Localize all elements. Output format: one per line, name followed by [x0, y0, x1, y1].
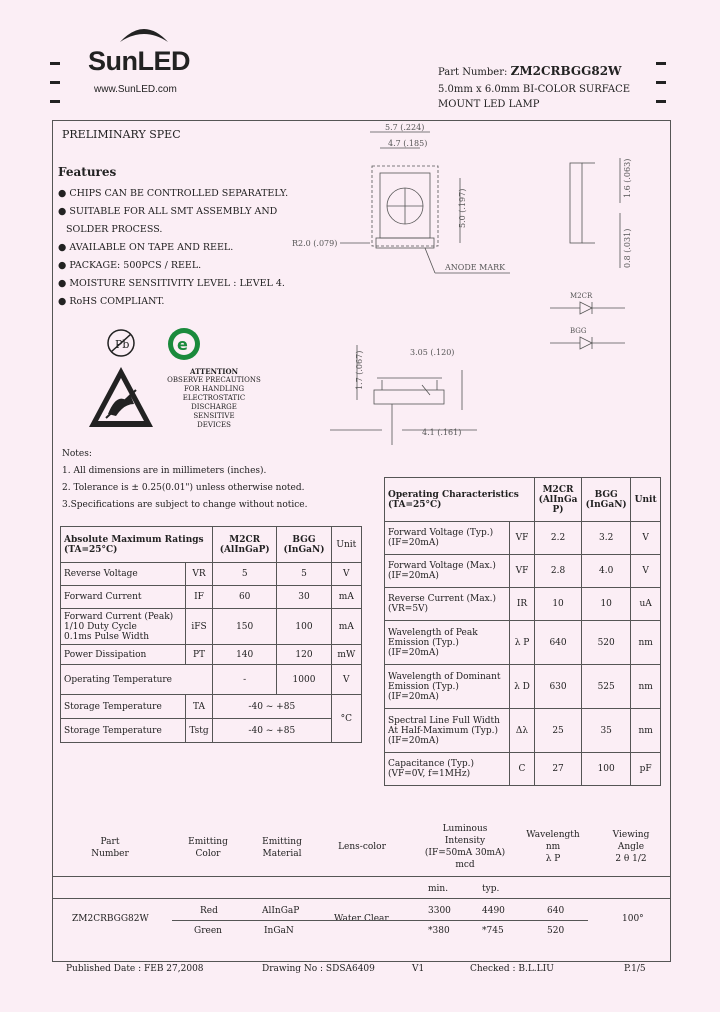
absolute-max-table: Absolute Maximum Ratings (TA=25°C) M2CR (AlInGaP) BGG (InGaN) Unit Reverse Voltage VR 5 5 V Forward Current IF 60 30 mA Forward Current (Peak) 1/10 Duty Cycle 0.1ms Pulse Width iFS 150 100 mA Power Dissipation PT 140 120 mW Operating Temperature - 1000 V Storage Temperature TA -40 ~ +85 °C Storage Temperature Tstg -40 ~ +85	[60, 526, 362, 743]
table-row: Reverse Voltage VR 5 5 V	[61, 563, 362, 586]
table-row: Wavelength of Peak Emission (Typ.) (IF=20mA) λ P 640 520 nm	[385, 621, 661, 665]
features-title: Features	[58, 165, 117, 179]
svg-text:Pb: Pb	[115, 338, 130, 351]
notes-title: Notes:	[62, 449, 92, 459]
features-list	[58, 185, 288, 311]
sel-typ-label: typ.	[482, 884, 500, 894]
brand-website: www.SunLED.com	[94, 84, 177, 95]
svg-text:BGG: BGG	[570, 327, 587, 335]
pb-free-icon	[106, 328, 136, 358]
description-line-2: MOUNT LED LAMP	[438, 99, 540, 110]
circuit-diagram-icon	[540, 288, 650, 358]
sel-part-number: ZM2CRBGG82W	[72, 914, 149, 924]
table-row: Forward Current IF 60 30 mA	[61, 586, 362, 609]
footer-drawing: Drawing No : SDSA6409	[262, 964, 375, 974]
table-row: Storage Temperature Tstg -40 ~ +85	[61, 719, 362, 743]
part-number-label: Part Number:	[438, 67, 508, 78]
sel-header-intensity: Luminous Intensity (IF=50mA 30mA) mcd	[424, 824, 506, 870]
table-row: Forward Voltage (Typ.) (IF=20mA) VF 2.2 3.2 V	[385, 522, 661, 555]
svg-text:1.6 (.063): 1.6 (.063)	[623, 158, 632, 198]
sun-arc-icon	[116, 22, 172, 44]
feature-item: SOLDER PROCESS.	[66, 224, 163, 235]
feature-item: ● MOISTURE SENSITIVITY LEVEL : LEVEL 4.	[58, 278, 285, 289]
svg-text:0.8 (.031): 0.8 (.031)	[623, 228, 632, 268]
note-item: 1. All dimensions are in millimeters (inches).	[62, 466, 267, 476]
sel-divider	[52, 898, 670, 899]
svg-text:5.7 (.224): 5.7 (.224)	[385, 123, 425, 132]
svg-text:1.7 (.067): 1.7 (.067)	[355, 350, 364, 390]
sel-header-part: Part Number	[91, 837, 129, 859]
sel-row-red-min: 3300	[428, 906, 451, 916]
table-row: Storage Temperature TA -40 ~ +85 °C	[61, 695, 362, 719]
svg-text:4.1 (.161): 4.1 (.161)	[422, 428, 462, 437]
spec-status: PRELIMINARY SPEC	[62, 128, 181, 141]
package-drawing-side	[322, 340, 492, 450]
feature-item: ● CHIPS CAN BE CONTROLLED SEPARATELY.	[58, 188, 289, 199]
table-row: Spectral Line Full Width At Half-Maximum (Typ.) (IF=20mA) Δλ 25 35 nm	[385, 709, 661, 753]
sel-header-angle: Viewing Angle 2 θ 1/2	[612, 830, 650, 864]
sel-row-red-material: AlInGaP	[262, 906, 300, 916]
svg-text:e: e	[177, 335, 188, 354]
feature-item: ● AVAILABLE ON TAPE AND REEL.	[58, 242, 234, 253]
sel-min-label: min.	[428, 884, 449, 894]
sel-row-red-wl: 640	[547, 906, 565, 916]
svg-text:M2CR: M2CR	[570, 292, 593, 300]
table-row: Forward Current (Peak) 1/10 Duty Cycle 0.1ms Pulse Width iFS 150 100 mA	[61, 609, 362, 645]
sel-header-color: Emitting Color	[188, 837, 228, 859]
footer-page: P.1/5	[624, 964, 646, 974]
part-number-value: ZM2CRBGG82W	[510, 64, 622, 78]
sel-header-wavelength: Wavelength nm λ P	[526, 830, 580, 864]
brand-mark-left	[50, 52, 62, 109]
rohs-e-icon	[166, 326, 202, 362]
sel-header-material: Emitting Material	[262, 837, 302, 859]
sel-divider	[52, 876, 670, 877]
svg-text:3.05 (.120): 3.05 (.120)	[410, 348, 455, 357]
feature-item: ● SUITABLE FOR ALL SMT ASSEMBLY AND	[58, 206, 278, 217]
sel-row-green-typ: *745	[482, 926, 504, 936]
svg-text:4.7 (.185): 4.7 (.185)	[388, 139, 428, 148]
brand-mark-right	[656, 52, 668, 109]
sel-row-red-typ: 4490	[482, 906, 505, 916]
feature-item: ● RoHS COMPLIANT.	[58, 296, 165, 307]
note-item: 2. Tolerance is ± 0.25(0.01") unless otherwise noted.	[62, 483, 305, 493]
table-row: Forward Voltage (Max.) (IF=20mA) VF 2.8 4.0 V	[385, 555, 661, 588]
sel-row-green-min: *380	[428, 926, 450, 936]
table-row: Reverse Current (Max.) (VR=5V) IR 10 10 uA	[385, 588, 661, 621]
sel-row-red-color: Red	[200, 906, 218, 916]
sel-row-green-material: InGaN	[264, 926, 294, 936]
description-line-1: 5.0mm x 6.0mm BI-COLOR SURFACE	[438, 84, 631, 95]
footer-checked: Checked : B.L.LIU	[470, 964, 554, 974]
footer-published: Published Date : FEB 27,2008	[66, 964, 204, 974]
note-item: 3.Specifications are subject to change without notice.	[62, 500, 308, 510]
svg-text:R2.0 (.079): R2.0 (.079)	[292, 239, 338, 248]
footer-version: V1	[412, 964, 425, 974]
sel-row-divider	[172, 920, 588, 921]
sel-row-green-wl: 520	[547, 926, 565, 936]
notes-block	[62, 446, 308, 514]
svg-text:ANODE MARK: ANODE MARK	[445, 263, 506, 272]
sel-header-lens: Lens-color	[338, 842, 386, 852]
attention-label: ATTENTION OBSERVE PRECAUTIONS FOR HANDLING ELECTROSTATIC DISCHARGE SENSITIVE DEVICES	[167, 367, 261, 429]
table-row: Capacitance (Typ.) (VF=0V, f=1MHz) C 27 100 pF	[385, 753, 661, 786]
feature-item: ● PACKAGE: 500PCS / REEL.	[58, 260, 202, 271]
table-row: Operating Temperature - 1000 V	[61, 665, 362, 695]
svg-text:5.0 (.197): 5.0 (.197)	[458, 188, 467, 228]
part-number-header	[438, 64, 622, 78]
esd-warning-icon	[86, 364, 156, 430]
sel-row-green-color: Green	[194, 926, 222, 936]
package-drawing-top	[280, 118, 660, 288]
table-row: Power Dissipation PT 140 120 mW	[61, 645, 362, 665]
operating-characteristics-table: Operating Characteristics (TA=25°C) M2CR (AlInGa P) BGG (InGaN) Unit Forward Voltage (Typ.) (IF=20mA) VF 2.2 3.2 V Forward Voltage (Max.) (IF=20mA) VF 2.8 4.0 V Reverse Current (Max.) (VR=5V) IR 10 10 uA Wavelength of Peak Emission (Typ.) (IF=20mA) λ P 640 520 nm Wavelength of Dominant Emission (Typ.) (IF=20mA) λ D 630 525 nm Spectral Line Full Width At Half-Maximum (Typ.) (IF=20mA) Δλ 25 35 nm Capacitance (Typ.) (VF=0V, f=1MHz) C 27 100 pF	[384, 477, 661, 786]
sel-angle: 100°	[622, 914, 644, 924]
sel-lens: Water Clear	[334, 914, 389, 924]
table-row: Wavelength of Dominant Emission (Typ.) (IF=20mA) λ D 630 525 nm	[385, 665, 661, 709]
brand-logo: SunLED	[88, 46, 190, 76]
abs-max-header: Absolute Maximum Ratings (TA=25°C)	[61, 527, 213, 563]
